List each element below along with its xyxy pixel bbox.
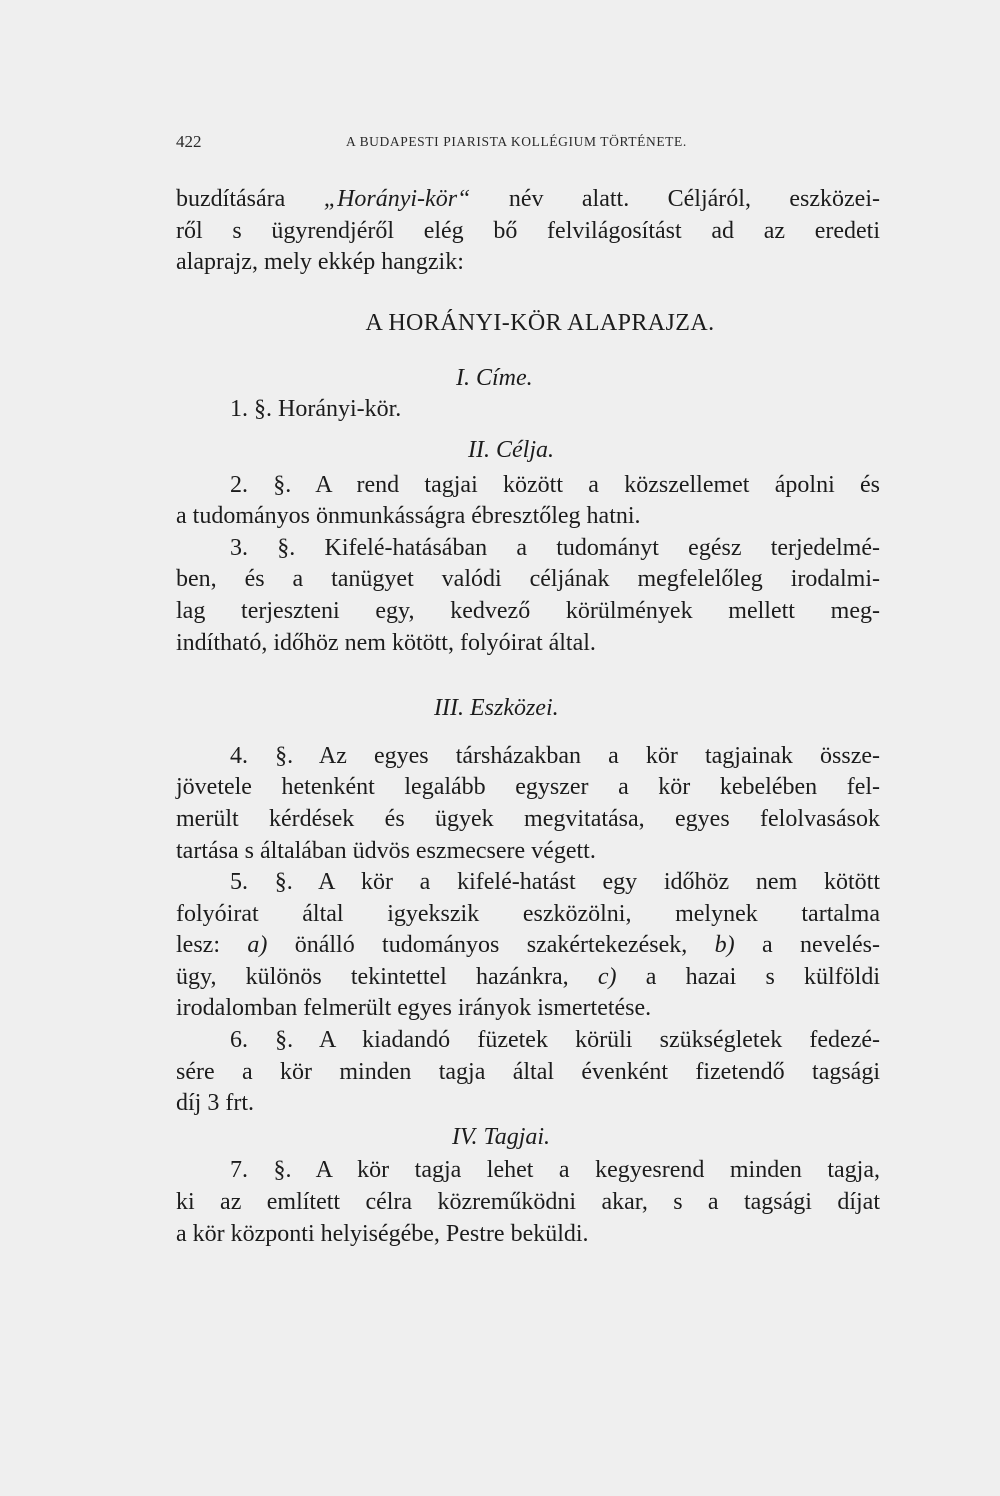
- document-title: A HORÁNYI-KÖR ALAPRAJZA.: [365, 309, 715, 336]
- section-heading: IV. Tagjai.: [452, 1123, 551, 1150]
- body-text: [176, 184, 880, 1250]
- intro-line: buzdítására „Horányi-kör“ név alatt. Céljáról, eszközei-: [176, 186, 880, 212]
- paragraph-4: 4. §. Az egyes társházakban a kör tagjainak össze- jövetele hetenként legalább egyszer a kör kebelében fel- merült kérdések és ügyek megvitatása, egyes felolvasások tartása s általában üdvös eszmecsere végett.: [176, 742, 880, 864]
- paragraph-6: 6. §. A kiadandó füzetek körüli szükségletek fedezé- sére a kör minden tagja által évenként fizetendő tagsági díj 3 frt.: [176, 1027, 880, 1117]
- section-heading: II. Célja.: [468, 436, 554, 463]
- paragraph-3: 3. §. Kifelé-hatásában a tudományt egész terjedelmé- ben, és a tanügyet valódi céljának megfelelőleg irodalmi- lag terjeszteni egy, kedvező körülmények mellett meg- indítható, időhöz nem kötött, folyóirat által.: [176, 534, 880, 656]
- paragraph-5: 5. §. A kör a kifelé-hatást egy időhöz nem kötött folyóirat által igyekszik eszközölni, melynek tartalma lesz: a) önálló tudományos szakértekezések, b) a nevelés- ügy, különös tekintettel hazánkra, c) a hazai s külföldi irodalomban felmerült egyes irányok ismertetése.: [176, 869, 881, 1022]
- section-heading: I. Címe.: [456, 365, 533, 392]
- page-number: 422: [176, 132, 202, 151]
- section-heading: III. Eszközei.: [434, 695, 559, 722]
- paragraph-2: 2. §. A rend tagjai között a közszellemet ápolni és a tudományos önmunkásságra ébresztőleg hatni.: [176, 471, 880, 530]
- circle-name: „Horányi-kör“: [323, 186, 471, 212]
- intro-line: alaprajz, mely ekkép hangzik:: [176, 249, 464, 276]
- paragraph-7: 7. §. A kör tagja lehet a kegyesrend minden tagja, ki az említett célra közreműködni akar, s a tagsági díjat a kör központi helyiségébe, Pestre beküldi.: [176, 1157, 880, 1247]
- paragraph-1: 1. §. Horányi-kör.: [230, 395, 402, 422]
- running-title: A BUDAPESTI PIARISTA KOLLÉGIUM TÖRTÉNETE.: [346, 134, 687, 149]
- intro-line: ről s ügyrendjéről elég bő felvilágosítást ad az eredeti: [176, 217, 880, 244]
